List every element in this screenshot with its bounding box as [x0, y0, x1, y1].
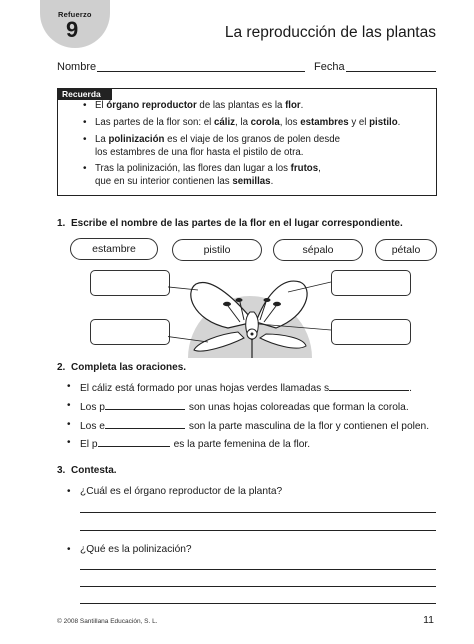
bold-term: órgano reproductor	[106, 100, 197, 111]
text-segment: .	[270, 175, 274, 187]
name-field[interactable]	[97, 71, 305, 72]
recuerda-item	[83, 134, 430, 159]
text-segment: y el	[348, 117, 370, 128]
answer-line[interactable]	[80, 512, 436, 513]
text-segment: de las plantas es la	[196, 100, 286, 111]
text-segment: La	[95, 134, 109, 145]
question-1: 1. Escribe el nombre de las partes de la flor en el lugar correspondiente.	[57, 218, 403, 229]
answer-box-bottom-right[interactable]	[331, 319, 411, 345]
bold-term: cáliz	[214, 117, 236, 128]
bold-term: polinización	[108, 134, 165, 145]
question-3b: • ¿Qué es la polinización?	[67, 544, 192, 555]
sentence-4: • El p es la parte femenina de la flor.	[67, 437, 311, 450]
bold-term: flor	[285, 100, 301, 111]
bold-term: semillas	[232, 175, 271, 187]
date-label: Fecha	[314, 61, 345, 73]
ovule	[251, 333, 254, 336]
text-segment: Las partes de la flor son: el	[95, 117, 215, 128]
bullet: •	[67, 381, 71, 392]
anther	[236, 298, 243, 302]
text-segment: El	[95, 100, 107, 111]
text-segment: ,	[318, 163, 321, 174]
bullet: •	[67, 486, 71, 497]
badge-label: Refuerzo	[58, 10, 92, 19]
question-2: 2. Completa las oraciones.	[57, 362, 187, 373]
date-field[interactable]	[346, 71, 436, 72]
flower-illustration	[168, 262, 332, 358]
sentence-3: • Los e son la parte masculina de la flor y contienen el polen.	[67, 419, 430, 432]
recuerda-item	[83, 117, 430, 130]
blank-field[interactable]	[98, 437, 170, 447]
bullet: •	[67, 400, 71, 411]
bullet: •	[67, 437, 71, 448]
option-sepalo[interactable]: sépalo	[273, 239, 363, 261]
bold-term: frutos	[290, 163, 319, 174]
answer-line[interactable]	[80, 530, 436, 531]
sentence-1: • El cáliz está formado por unas hojas verdes llamadas s .	[67, 381, 412, 394]
page-number: 11	[423, 614, 434, 626]
answer-box-bottom-left[interactable]	[90, 319, 170, 345]
bold-term: corola	[250, 117, 280, 128]
recuerda-tag: Recuerda	[57, 88, 112, 100]
text-segment: .	[300, 100, 304, 111]
text-segment: que en su interior contienen las	[95, 175, 233, 187]
blank-field[interactable]	[105, 419, 185, 429]
answer-line[interactable]	[80, 603, 436, 604]
answer-box-top-right[interactable]	[331, 270, 411, 296]
bold-term: estambres	[300, 117, 349, 128]
bullet: •	[67, 419, 71, 430]
option-pistilo[interactable]: pistilo	[172, 239, 262, 261]
bold-term: pistilo	[369, 117, 398, 128]
anther	[264, 298, 271, 302]
badge-number: 9	[66, 17, 79, 42]
bullet: •	[67, 544, 71, 555]
bullet: •	[83, 100, 87, 111]
text-segment: .	[397, 117, 401, 128]
recuerda-item	[83, 100, 430, 113]
anther	[223, 302, 231, 306]
name-label: Nombre	[57, 61, 97, 73]
answer-line[interactable]	[80, 586, 436, 587]
text-segment: , la	[235, 117, 251, 128]
text-segment: , los	[279, 117, 301, 128]
sentence-2: • Los p son unas hojas coloreadas que forman la corola.	[67, 400, 409, 413]
text-segment: Tras la polinización, las flores dan lugar a los	[95, 163, 291, 174]
answer-line[interactable]	[80, 569, 436, 570]
page-title: La reproducción de las plantas	[224, 24, 436, 41]
anther	[273, 302, 281, 306]
option-petalo[interactable]: pétalo	[375, 239, 437, 261]
bullet: •	[83, 163, 87, 174]
bullet: •	[83, 117, 87, 128]
text-segment: los estambres de una flor hasta el pistilo de otra.	[95, 146, 304, 158]
option-estambre[interactable]: estambre	[70, 238, 158, 260]
question-3: 3. Contesta.	[57, 465, 117, 476]
answer-box-top-left[interactable]	[90, 270, 170, 296]
question-3a: • ¿Cuál es el órgano reproductor de la planta?	[67, 486, 283, 497]
bullet: •	[83, 134, 87, 145]
text-segment: es el viaje de los granos de polen desde	[164, 134, 341, 145]
recuerda-item	[83, 163, 430, 188]
blank-field[interactable]	[105, 400, 185, 410]
blank-field[interactable]	[329, 381, 409, 391]
copyright: © 2008 Santillana Educación, S. L.	[57, 618, 158, 625]
